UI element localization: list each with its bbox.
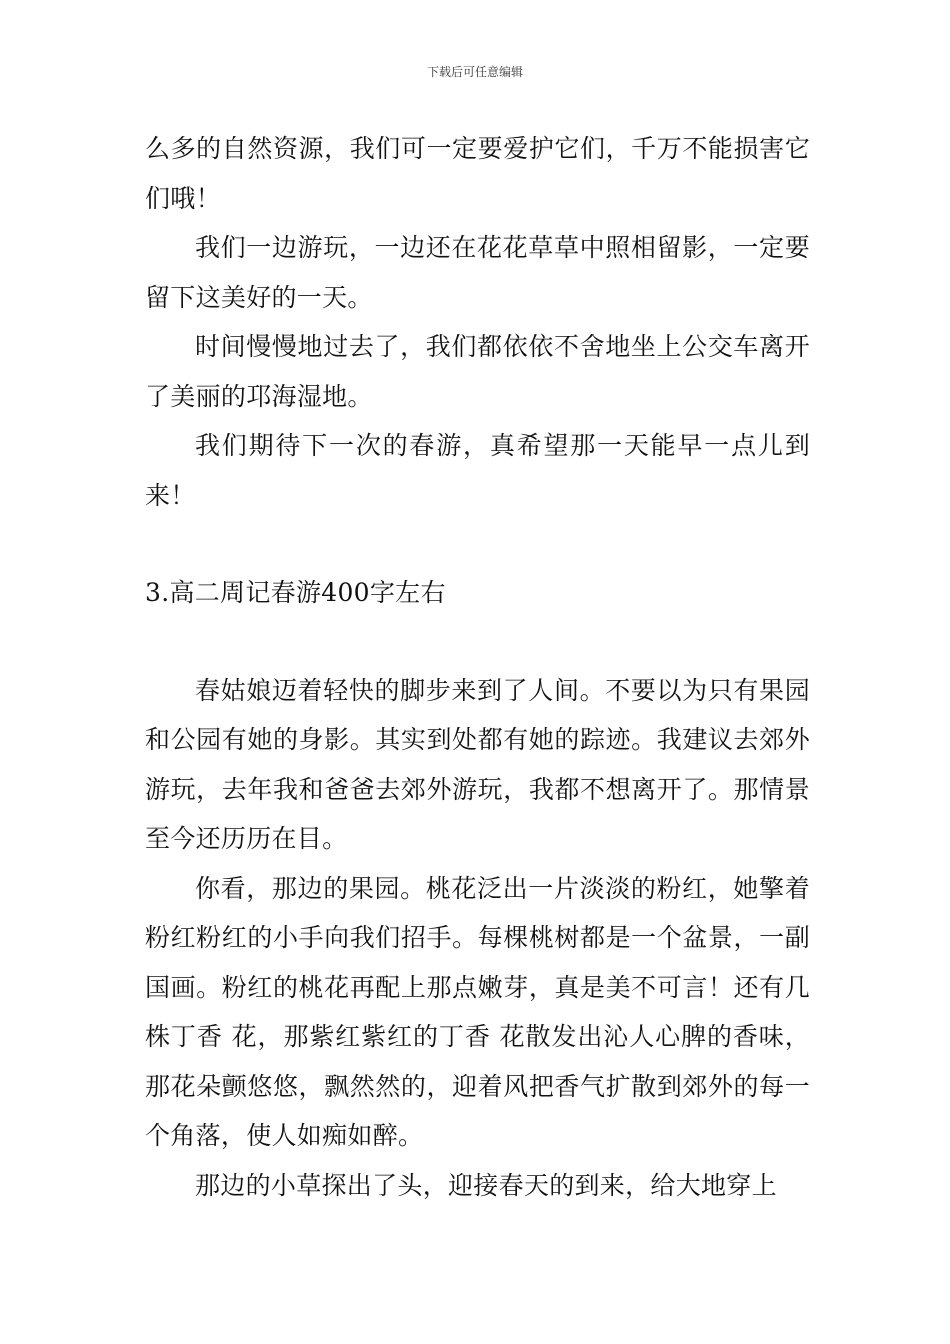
paragraph: 我们期待下一次的春游，真希望那一天能早一点儿到来！ — [145, 431, 810, 510]
paragraph: 那边的小草探出了头，迎接春天的到来，给大地穿上 — [195, 1170, 777, 1200]
paragraph: 么多的自然资源，我们可一定要爱护它们，千万不能损害它们哦！ — [145, 134, 810, 213]
paragraph: 春姑娘迈着轻快的脚步来到了人间。不要以为只有果园和公园有她的身影。其实到处都有她的踪迹。我建议去郊外游玩，去年我和爸爸去郊外游玩，我都不想离开了。那情景至今还历历在目。 — [145, 675, 810, 853]
document-body — [145, 124, 810, 1210]
paragraph: 我们一边游玩，一边还在花花草草中照相留影，一定要留下这美好的一天。 — [145, 233, 810, 312]
page-header: 下载后可任意编辑 — [426, 65, 523, 79]
section-heading: 3.高二周记春游400字左右 — [145, 578, 446, 607]
spacer — [145, 618, 810, 666]
paragraph: 时间慢慢地过去了，我们都依依不舍地坐上公交车离开了美丽的邛海湿地。 — [145, 332, 810, 411]
paragraph: 你看，那边的果园。桃花泛出一片淡淡的粉红，她擎着粉红粉红的小手向我们招手。每棵桃树都是一个盆景，一副国画。粉红的桃花再配上那点嫩芽，真是美不可言！还有几株丁香 花，那紫红紫红的丁香 花散发出沁人心脾的香味，那花朵颤悠悠，飘然然的，迎着风把香气扩散到郊外的每一个角落，使人如痴如醉。 — [145, 873, 810, 1150]
